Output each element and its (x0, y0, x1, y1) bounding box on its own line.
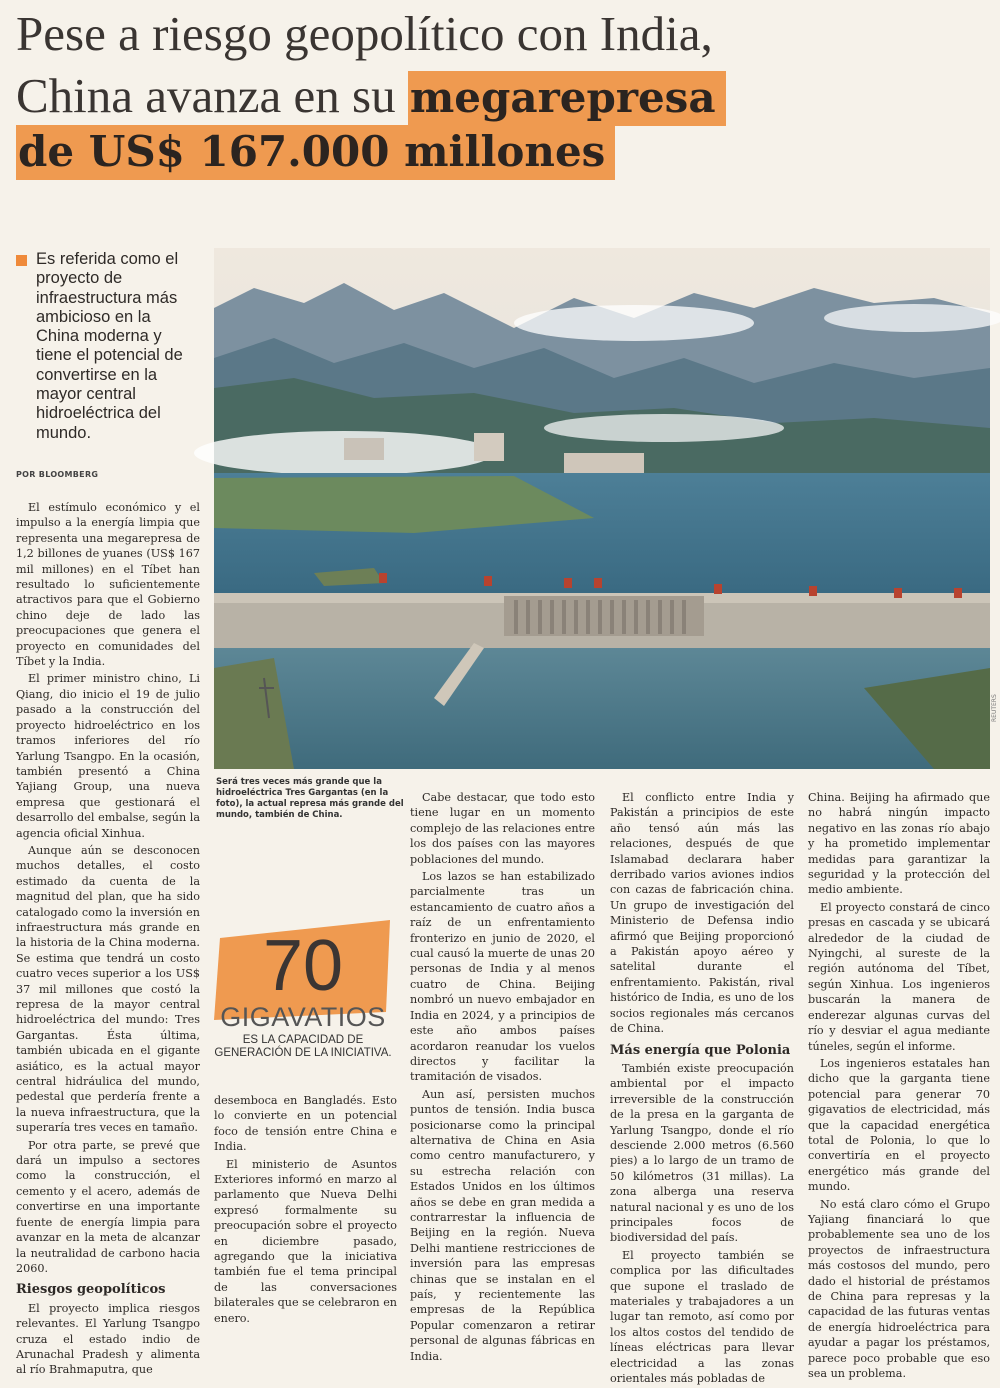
article-column-2 (214, 1093, 397, 1328)
paragraph: Cabe destacar, que todo esto tiene lugar en un momento complejo de las relaciones entre los dos países con las mayores poblaciones del mundo. (410, 791, 595, 866)
stat-callout (214, 920, 394, 1070)
headline-highlight-2: de US$ 167.000 millones (16, 125, 615, 180)
subheading-riesgos: Riesgos geopolíticos (16, 1282, 166, 1298)
deck-text: Es referida como el proyecto de infraestructura más ambicioso en la China moderna y tiene el potencial de convertirse en la mayor central hidroeléctrica del mundo. (36, 250, 183, 442)
paragraph: desemboca en Bangladés. Esto lo convierte en un potencial foco de tensión entre China e India. (214, 1094, 397, 1154)
paragraph: Aunque aún se desconocen muchos detalles, el costo estimado da cuenta de la magnitud del plan, que ha sido catalogado como la inversión en infraestructura más grande en la historia de la China moderna. Se estima que tendrá un costo cuatro veces superior a los US$ 37 mil millones que costó la represa de la mayor central hidroeléctrica del mundo: Tres Gargantas. Ésta última, también ubicada en el gigante asiático, es la actual mayor central hidráulica del mundo, pedestal que perdería frente a la nueva infraestructura, que la superaría tres veces en tamaño. (16, 843, 200, 1135)
paragraph: No está claro cómo el Grupo Yajiang financiará lo que probablemente sea uno de los proyectos de infraestructura más costosos del mundo, pero dado el historial de préstamos de China para represas y la capacidad de las futuras ventas de energía hidroeléctrica para ayudar a pagar los préstamos, parece poco probable que eso sea un problema. (808, 1197, 990, 1381)
subheading-polonia: Más energía que Polonia (610, 1042, 791, 1058)
deck-bullet-square (16, 255, 27, 266)
article-column-3 (410, 790, 595, 1366)
paragraph: Los lazos se han estabilizado parcialmente tras un estancamiento de cuatro años a raíz de un enfrentamiento fronterizo en junio de 2020, el cual causó la muerte de unas 20 personas de India y al menos cuatro de China. Beijing nombró un nuevo embajador en India en 2024, y a principios de este año ambos países acordaron reanudar los vuelos directos y facilitar la tramitación de visados. (410, 870, 595, 1084)
paragraph: El estímulo económico y el impulso a la energía limpia que representa una megarepresa de 1,2 billones de yuanes (US$ 167 mil millones) en el Tíbet han resultado lo suficientemente atractivos para que el Gobierno chino deje de lado las preocupaciones que genera el proyecto en comunidades del Tíbet y la India. (16, 501, 200, 669)
stat-unit: GIGAVATIOS (220, 1002, 386, 1032)
paragraph: El primer ministro chino, Li Qiang, dio inicio el 19 de julio pasado a la construcción del proyecto hidroeléctrico en los tramos inferiores del río Yarlung Tsangpo. En la ocasión, también presentó a China Yajiang Group, una nueva empresa que gestionará el desarrollo del embalse, según la agencia oficial Xinhua. (16, 672, 200, 840)
paragraph: El proyecto implica riesgos relevantes. El Yarlung Tsangpo cruza el estado indio de Arunachal Pradesh y alimenta al río Brahmaputra, que (16, 1301, 200, 1377)
headline-line-1: Pese a riesgo geopolítico con India, (16, 6, 713, 61)
deck (16, 250, 196, 443)
photo-credit: REUTERS (991, 694, 998, 722)
dam-photo (214, 248, 990, 769)
article-column-4 (610, 790, 794, 1388)
photo-caption: Será tres veces más grande que la hidroeléctrica Tres Gargantas (en la foto), la actual represa más grande del mundo, también de China. (216, 777, 404, 820)
paragraph: China. Beijing ha afirmado que no habrá ningún impacto negativo en las zonas río abajo y ha prometido implementar medidas para garantizar la seguridad y la protección del medio ambiente. (808, 791, 990, 897)
paragraph: El proyecto constará de cinco presas en cascada y se ubicará alrededor de la ciudad de Nyingchi, al sureste de la región autónoma del Tíbet, según Xinhua. Los ingenieros buscarán la manera de enderezar algunas curvas del río y desviar el agua mediante túneles, según el informe. (808, 900, 990, 1053)
paragraph: Los ingenieros estatales han dicho que la garganta tiene potencial para generar 70 gigavatios de electricidad, más que la capacidad energética total de Polonia, lo que lo convertiría en el proyecto energético más grande del mundo. (808, 1056, 990, 1194)
paragraph: El proyecto también se complica por las dificultades que supone el traslado de materiales y trabajadores a un lugar tan remoto, así como por los altos costos del tendido de líneas eléctricas para llevar electricidad a las zonas orientales más pobladas de (610, 1248, 794, 1386)
headline-line-3 (16, 122, 615, 180)
headline-line-2-text: China avanza en su (16, 68, 408, 123)
paragraph: El ministerio de Asuntos Exteriores informó en marzo al parlamento que Nueva Delhi expresó formalmente su preocupación sobre el proyecto en diciembre pasado, agregando que la iniciativa también fue el tema principal de las conversaciones bilaterales que se celebraron en enero. (214, 1157, 398, 1325)
headline-highlight-1: megarepresa (408, 71, 726, 126)
byline: POR BLOOMBERG (16, 470, 99, 479)
paragraph: Por otra parte, se prevé que dará un impulso a sectores como la construcción, el cemento y el acero, además de convertirse en una importante fuente de energía limpia para avanzar en la meta de alcanzar la neutralidad de carbono hacia 2060. (16, 1138, 200, 1275)
paragraph: Aun así, persisten muchos puntos de tensión. India busca posicionarse como la principal alternativa de China en Asia como centro manufacturero, y su estrecha relación con Estados Unidos en los últimos años se debe en gran medida a contrarrestar la influencia de Beijing en la región. Nueva Delhi mantiene restricciones de inversión para las empresas chinas que se instalan en el país, y recientemente las empresas de la República Popular comenzaron a retirar personal de algunas fábricas en India. (410, 1087, 595, 1363)
stat-description: ES LA CAPACIDAD DE GENERACIÓN DE LA INICIATIVA. (214, 1034, 392, 1059)
paragraph: También existe preocupación ambiental por el impacto irreversible de la construcción de la presa en la garganta de Yarlung Tsangpo, donde el río desciende 2.000 metros (6.560 pies) a lo largo de un tramo de 50 kilómetros (31 millas). La zona alberga una reserva natural nacional y es uno de los principales focos de biodiversidad del país. (610, 1061, 794, 1245)
headline-line-2 (16, 68, 726, 126)
article-column-5 (808, 790, 990, 1383)
paragraph: El conflicto entre India y Pakistán a principios de este año tensó aún más las relaciones, después de que Islamabad declarara haber derribado varios aviones indios con cazas de fabricación china. Un grupo de investigación del Ministerio de Defensa indio afirmó que Beijing proporcionó a Pakistán apoyo aéreo y satelital durante el enfrentamiento. Pakistán, rival histórico de India, es uno de los socios regionales más cercanos de China. (610, 791, 794, 1036)
three-gorges-dam-illustration (214, 248, 990, 769)
stat-number: 70 (262, 926, 344, 1006)
article-column-1 (16, 500, 200, 1380)
